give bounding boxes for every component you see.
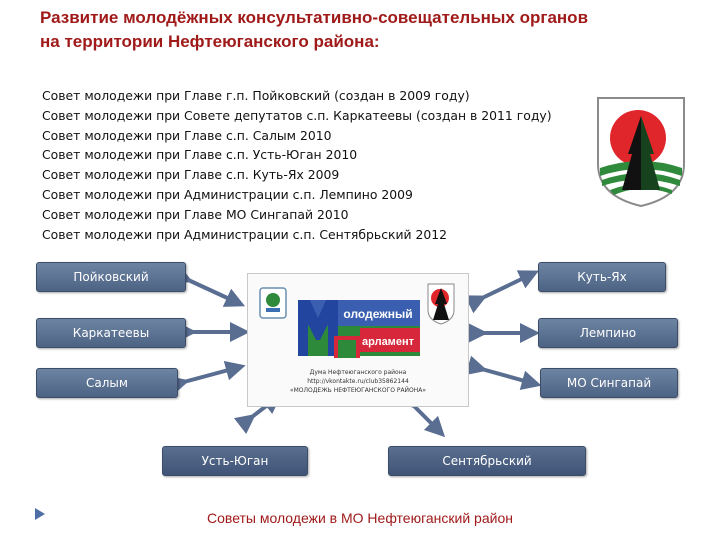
list-item: Совет молодежи при Администрации с.п. Сентябрьский 2012 [42, 226, 448, 242]
node-poikovsky [36, 262, 186, 292]
node-salym [36, 368, 178, 398]
poster-caption-2: http://vkontakte.ru/club35862144 [307, 378, 409, 385]
youth-parliament-logo [248, 274, 468, 406]
page-title [40, 6, 680, 54]
node-kut-yakh [538, 262, 666, 292]
arrow-poikovsky [184, 278, 236, 302]
node-label: Лемпино [579, 326, 637, 340]
node-lempino [538, 318, 678, 348]
councils-list [42, 86, 602, 244]
poster-word-1: олодежный [343, 307, 413, 321]
district-coat-of-arms-icon [596, 96, 686, 208]
list-item: Совет молодежи при Главе с.п. Салым 2010 [42, 127, 332, 143]
node-karkateevy [36, 318, 186, 348]
poster-word-2: арламент [362, 336, 414, 348]
arrow-salym [180, 368, 236, 383]
node-label: Салым [86, 376, 128, 390]
footer-caption: Советы молодежи в МО Нефтеюганский район [207, 510, 513, 526]
title-line-1: Развитие молодёжных консультативно-совещательных органов [40, 8, 589, 27]
node-ust-yugan [162, 446, 308, 476]
list-item: Совет молодежи при Главе г.п. Пойковский (создан в 2009 году) [42, 88, 470, 103]
node-label: МО Сингапай [566, 376, 652, 390]
poster-caption-3: «МОЛОДЕЖЬ НЕФТЕЮГАНСКОГО РАЙОНА» [289, 387, 427, 394]
list-item: Совет молодежи при Совете депутатов с.п. Каркатеевы (создан в 2011 году) [42, 107, 552, 123]
list-item: Совет молодежи при Администрации с.п. Лемпино 2009 [42, 186, 413, 202]
youth-parliament-poster [247, 273, 469, 407]
node-label: Сентябрьский [442, 454, 532, 468]
node-singapay [540, 368, 678, 398]
title-line-2: на территории Нефтеюганского района: [40, 32, 380, 51]
list-item: Совет молодежи при Главе с.п. Усть-Юган 2010 [42, 147, 358, 163]
arrow-singapay [478, 368, 532, 383]
arrow-kut-yakh [478, 275, 530, 300]
poster-caption-1: Дума Нефтеюганского района [309, 369, 407, 376]
list-item: Совет молодежи при Главе с.п. Куть-Ях 2009 [42, 167, 340, 183]
district-crest-icon [260, 288, 286, 318]
node-label: Усть-Юган [201, 454, 269, 468]
node-label: Каркатеевы [72, 326, 150, 340]
list-item: Совет молодежи при Главе МО Сингапай 2010 [42, 206, 349, 222]
node-label: Пойковский [73, 270, 149, 284]
node-sentyabrsky [388, 446, 586, 476]
node-label: Куть-Ях [577, 270, 627, 284]
tree-crest-icon [428, 284, 454, 324]
